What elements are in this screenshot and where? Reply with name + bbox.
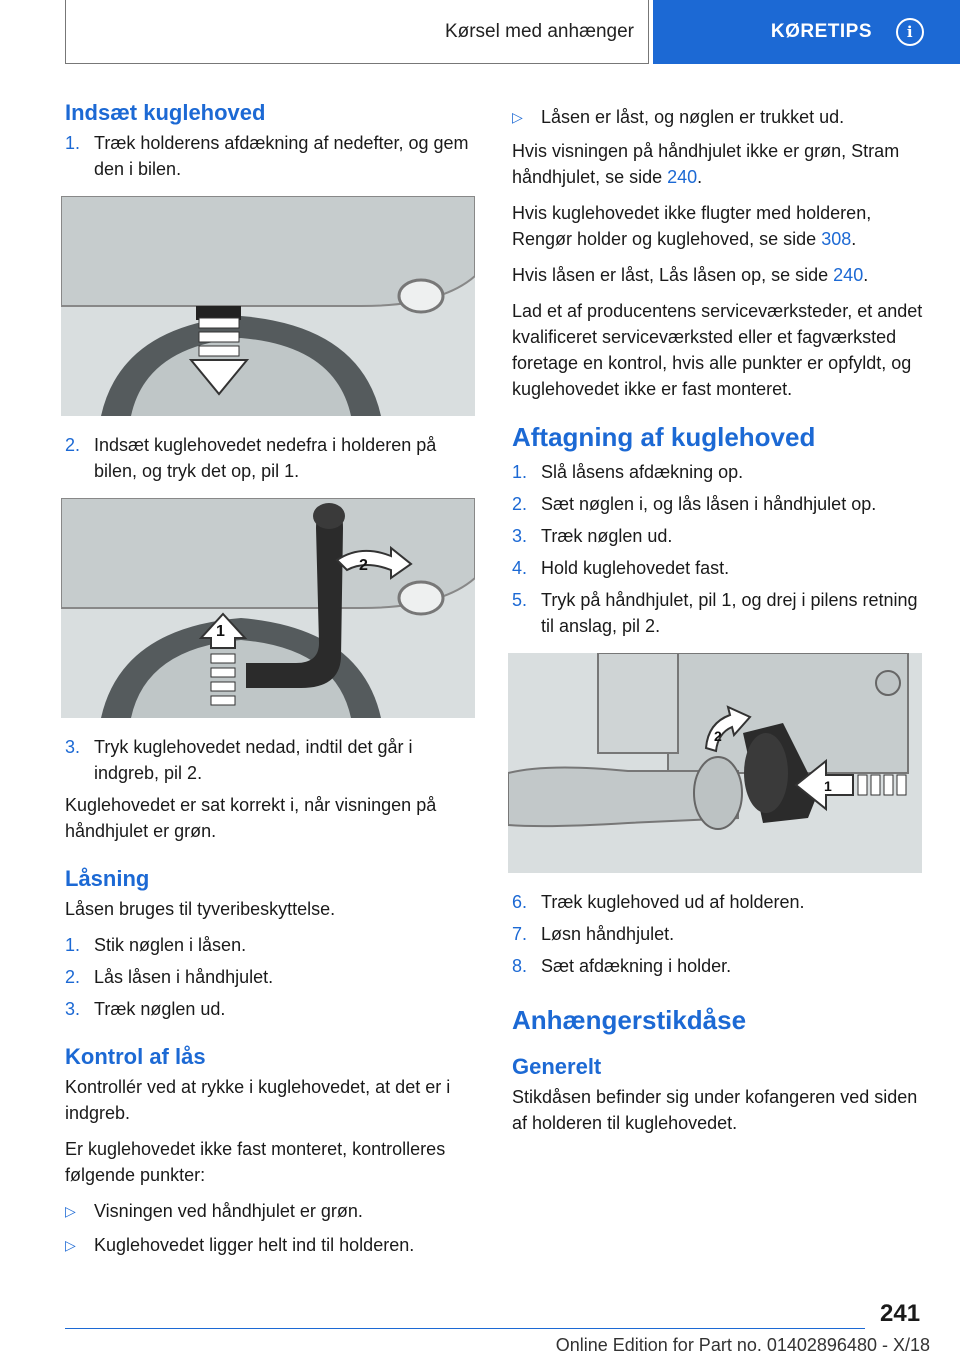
step-number: 4.: [512, 558, 528, 578]
illustration-bumper-cover: [61, 196, 475, 416]
header-chapter-label: KØRETIPS: [770, 21, 872, 42]
step-item: [512, 953, 926, 979]
arrow-label: 2: [714, 728, 722, 744]
step-item: [65, 734, 477, 786]
step-item: [65, 964, 477, 990]
bullet-marker: ▷: [65, 1203, 76, 1219]
text-span: .: [697, 167, 703, 187]
page-number: 241: [880, 1300, 921, 1327]
text-span: Hvis kuglehovedet ikke flugter med holderen, Rengør holder og kuglehoved, se side: [512, 203, 872, 249]
section-title-socket: Anhængerstikdåse: [512, 1005, 747, 1035]
step-item: [65, 130, 477, 182]
step-text: Lås låsen i håndhjulet.: [94, 967, 274, 987]
text-span: .: [851, 229, 857, 249]
paragraph: Er kuglehovedet ikke fast monteret, kontrolleres følgende punkter:: [65, 1139, 446, 1185]
bullet-text: Kuglehovedet ligger helt ind til holderen.: [94, 1235, 415, 1255]
step-number: 7.: [512, 924, 528, 944]
figure-insert-ball-head: [61, 498, 475, 718]
paragraph: [512, 262, 926, 288]
bullet-marker: ▷: [65, 1237, 76, 1253]
step-text: Træk holderens afdækning af nedefter, og gem den i bilen.: [94, 133, 469, 179]
step-text: Tryk på håndhjulet, pil 1, og drej i pilens retning til anslag, pil 2.: [541, 590, 918, 636]
step-text: Træk kuglehoved ud af holderen.: [541, 892, 805, 912]
step-number: 3.: [65, 737, 81, 757]
step-number: 3.: [512, 526, 528, 546]
info-icon[interactable]: i: [896, 18, 924, 46]
step-item: [65, 932, 477, 958]
step-text: Slå låsens afdækning op.: [541, 462, 744, 482]
step-item: [65, 996, 477, 1022]
step-number: 6.: [512, 892, 528, 912]
step-item: [512, 491, 926, 517]
step-text: Stik nøglen i låsen.: [94, 935, 247, 955]
section-title-lock: Låsning: [65, 866, 150, 891]
paragraph: Kontrollér ved at rykke i kuglehovedet, at det er i indgreb.: [65, 1077, 451, 1123]
left-column: [65, 100, 477, 1266]
step-number: 2.: [512, 494, 528, 514]
step-item: [512, 555, 926, 581]
step-item: [512, 921, 926, 947]
header-section-title: [65, 0, 649, 64]
paragraph: Stikdåsen befinder sig under kofangeren ved siden af holderen til kuglehovedet.: [512, 1087, 918, 1133]
paragraph: [512, 138, 926, 190]
step-text: Træk nøglen ud.: [541, 526, 673, 546]
page-link[interactable]: 240: [833, 265, 864, 285]
step-number: 8.: [512, 956, 528, 976]
step-text: Hold kuglehovedet fast.: [541, 558, 730, 578]
step-number: 5.: [512, 590, 528, 610]
bullet-item: [512, 104, 926, 130]
step-text: Sæt afdækning i holder.: [541, 956, 732, 976]
page-link[interactable]: 240: [667, 167, 698, 187]
section-title-lock-check: Kontrol af lås: [65, 1044, 206, 1069]
step-text: Løsn håndhjulet.: [541, 924, 675, 944]
footer-divider: [65, 1328, 865, 1329]
footer-edition: Online Edition for Part no. 01402896480 - X/18: [555, 1335, 930, 1355]
step-number: 3.: [65, 999, 81, 1019]
step-number: 2.: [65, 967, 81, 987]
section-title-removal: Aftagning af kuglehoved: [512, 422, 816, 452]
illustration-ball-head-insert: [61, 498, 475, 718]
text-span: .: [863, 265, 869, 285]
arrow-label: 1: [824, 778, 832, 794]
arrow-label: 2: [359, 557, 368, 574]
bullet-item: [65, 1232, 477, 1258]
header-section-label: Kørsel med anhænger: [444, 20, 634, 42]
section-title-general: Generelt: [512, 1054, 602, 1079]
bullet-text: Visningen ved håndhjulet er grøn.: [94, 1201, 363, 1221]
header-chapter-tab[interactable]: [653, 0, 960, 64]
step-text: Indsæt kuglehovedet nedefra i holderen på bilen, og tryk det op, pil 1.: [94, 435, 437, 481]
section-title-insert: Indsæt kuglehoved: [65, 100, 266, 125]
arrow-label: 1: [216, 623, 225, 640]
text-span: Hvis låsen er låst, Lås låsen op, se side: [512, 265, 834, 285]
step-number: 1.: [65, 133, 81, 153]
paragraph: Lad et af producentens serviceværksteder, et andet kvalificeret serviceværksted eller et fagværksted foretage en kontrol, hvis alle punkter er opfyldt, og kuglehovedet ikke er fast monteret.: [512, 301, 923, 399]
figure-release-ball-head: [508, 653, 922, 873]
paragraph: [512, 200, 926, 252]
paragraph: Kuglehovedet er sat korrekt i, når visningen på håndhjulet er grøn.: [65, 795, 437, 841]
bullet-marker: ▷: [512, 109, 523, 125]
paragraph: Låsen bruges til tyveribeskyttelse.: [65, 899, 336, 919]
text-span: Hvis visningen på håndhjulet ikke er grøn, Stram håndhjulet, se side: [512, 141, 900, 187]
step-text: Tryk kuglehovedet nedad, indtil det går i indgreb, pil 2.: [94, 737, 413, 783]
step-item: [512, 523, 926, 549]
page-link[interactable]: 308: [821, 229, 852, 249]
step-item: [512, 889, 926, 915]
bullet-item: [65, 1198, 477, 1224]
bullet-text: Låsen er låst, og nøglen er trukket ud.: [541, 107, 845, 127]
right-column: [512, 100, 926, 1146]
step-text: Sæt nøglen i, og lås låsen i håndhjulet op.: [541, 494, 877, 514]
step-text: Træk nøglen ud.: [94, 999, 226, 1019]
step-number: 1.: [65, 935, 81, 955]
step-number: 2.: [65, 435, 81, 455]
step-item: [512, 459, 926, 485]
step-item: [512, 587, 926, 639]
step-item: [65, 432, 477, 484]
figure-remove-cover: [61, 196, 475, 416]
step-number: 1.: [512, 462, 528, 482]
illustration-handwheel-release: [508, 653, 922, 873]
